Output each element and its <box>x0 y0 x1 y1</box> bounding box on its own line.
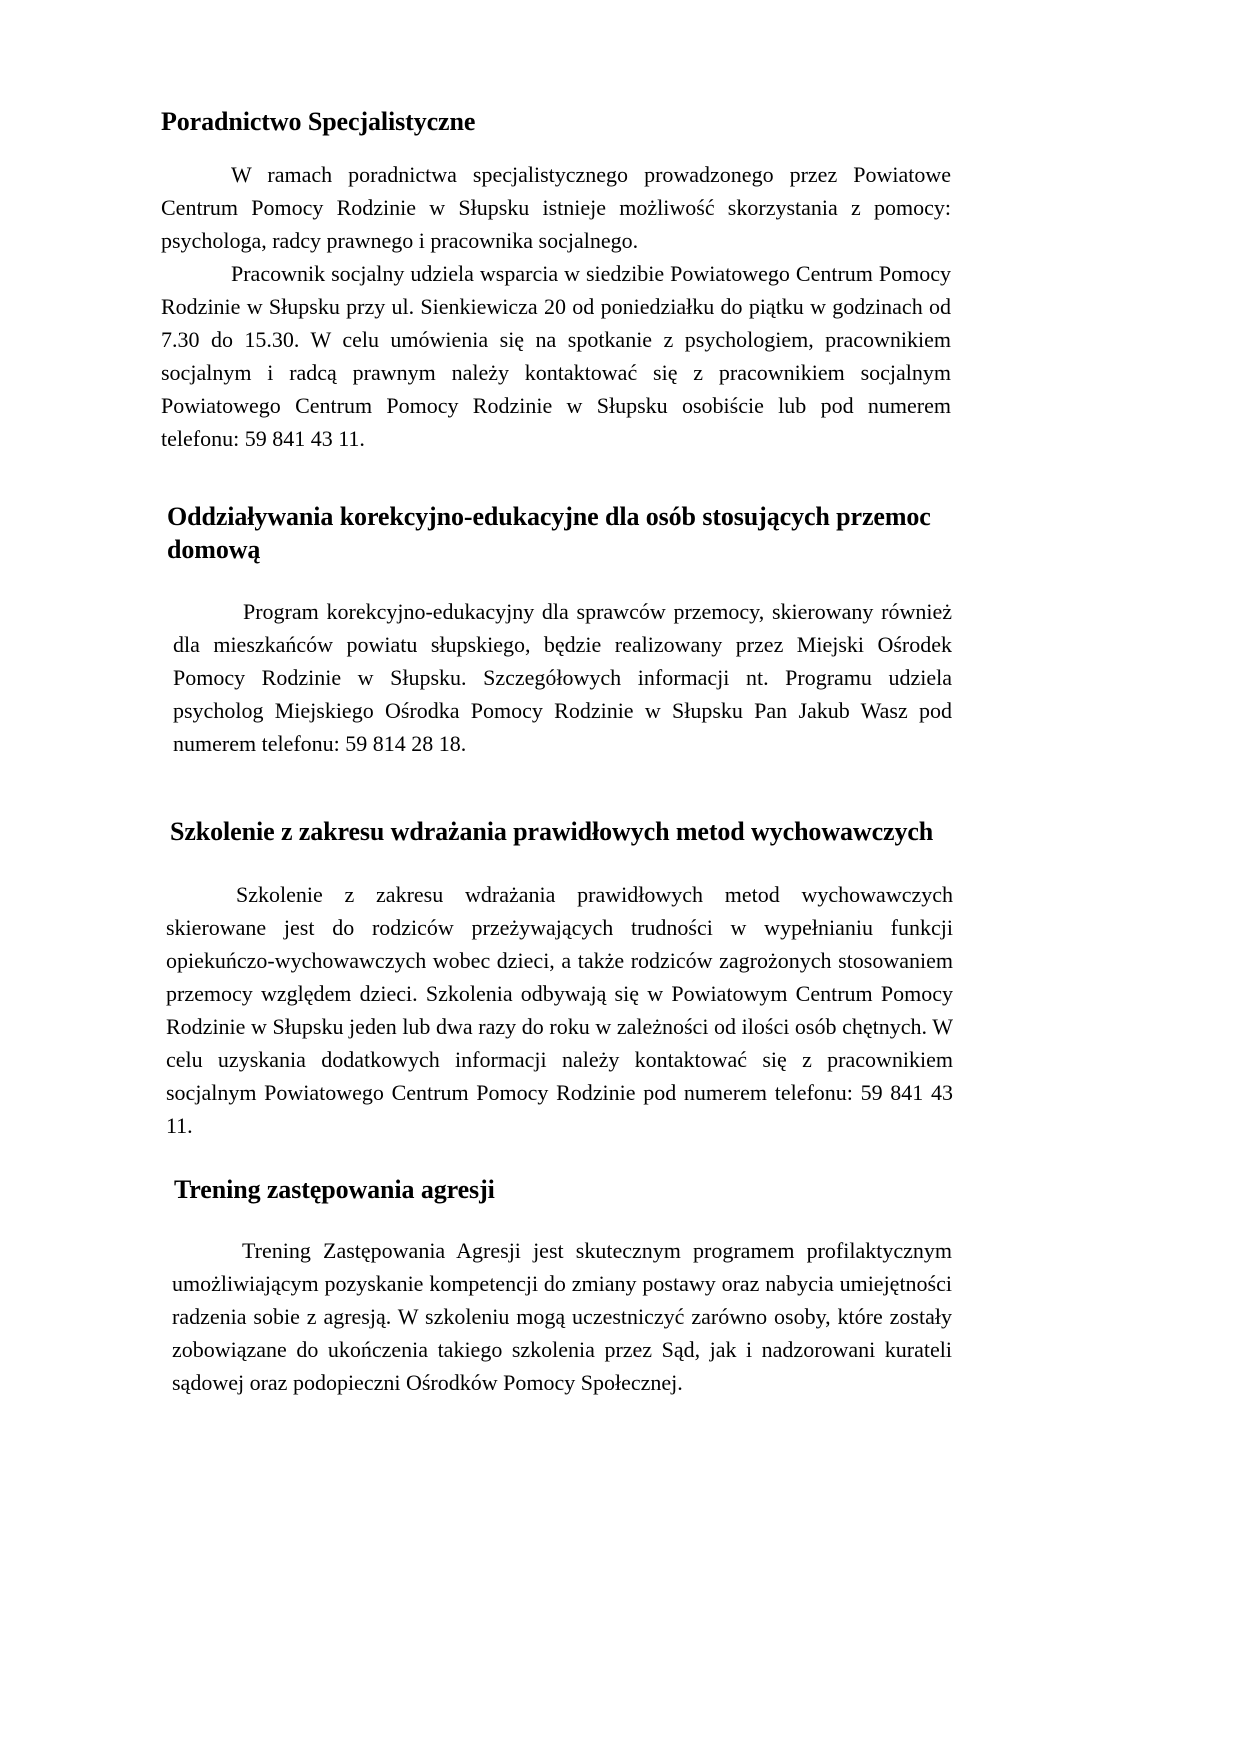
section-poradnictwo <box>161 106 951 455</box>
section-heading: Trening zastępowania agresji <box>174 1175 495 1204</box>
section-paragraph: Pracownik socjalny udziela wsparcia w siedzibie Powiatowego Centrum Pomocy Rodzinie w Słupsku przy ul. Sienkiewicza 20 od poniedziałku do piątku w godzinach od 7.30 do 15.30. W celu umówienia się na spotkanie z psychologiem, pracownikiem socjalnym i radcą prawnym należy kontaktować się z pracownikiem socjalnym Powiatowego Centrum Pomocy Rodzinie w Słupsku osobiście lub pod numerem telefonu: 59 841 43 11. <box>161 261 951 451</box>
section-oddzialywania <box>167 500 952 760</box>
section-paragraph: Trening Zastępowania Agresji jest skutecznym programem profilaktycznym umożliwiającym pozyskanie kompetencji do zmiany postawy oraz nabycia umiejętności radzenia sobie z agresją. W szkoleniu mogą uczestniczyć zarówno osoby, które zostały zobowiązane do ukończenia takiego szkolenia przez Sąd, jak i nadzorowani kurateli sądowej oraz podopieczni Ośrodków Pomocy Społecznej. <box>172 1238 952 1395</box>
section-heading: Poradnictwo Specjalistyczne <box>161 107 476 136</box>
section-szkolenie <box>166 816 953 1142</box>
section-paragraph: Program korekcyjno-edukacyjny dla sprawców przemocy, skierowany również dla mieszkańców powiatu słupskiego, będzie realizowany przez Miejski Ośrodek Pomocy Rodzinie w Słupsku. Szczegółowych informacji nt. Programu udziela psycholog Miejskiego Ośrodka Pomocy Rodzinie w Słupsku Pan Jakub Wasz pod numerem telefonu: 59 814 28 18. <box>173 599 952 756</box>
section-trening <box>174 1174 952 1399</box>
section-heading: Szkolenie z zakresu wdrażania prawidłowych metod wychowawczych <box>170 817 934 846</box>
section-paragraph: Szkolenie z zakresu wdrażania prawidłowych metod wychowawczych skierowane jest do rodziców przeżywających trudności w wypełnianiu funkcji opiekuńczo-wychowawczych wobec dzieci, a także rodziców zagrożonych stosowaniem przemocy względem dzieci. Szkolenia odbywają się w Powiatowym Centrum Pomocy Rodzinie w Słupsku jeden lub dwa razy do roku w zależności od ilości osób chętnych. W celu uzyskania dodatkowych informacji należy kontaktować się z pracownikiem socjalnym Powiatowego Centrum Pomocy Rodzinie pod numerem telefonu: 59 841 43 11. <box>166 882 953 1138</box>
section-heading: Oddziaływania korekcyjno-edukacyjne dla osób stosujących przemoc domową <box>167 502 931 564</box>
section-paragraph: W ramach poradnictwa specjalistycznego prowadzonego przez Powiatowe Centrum Pomocy Rodzinie w Słupsku istnieje możliwość skorzystania z pomocy: psychologa, radcy prawnego i pracownika socjalnego. <box>161 162 951 253</box>
